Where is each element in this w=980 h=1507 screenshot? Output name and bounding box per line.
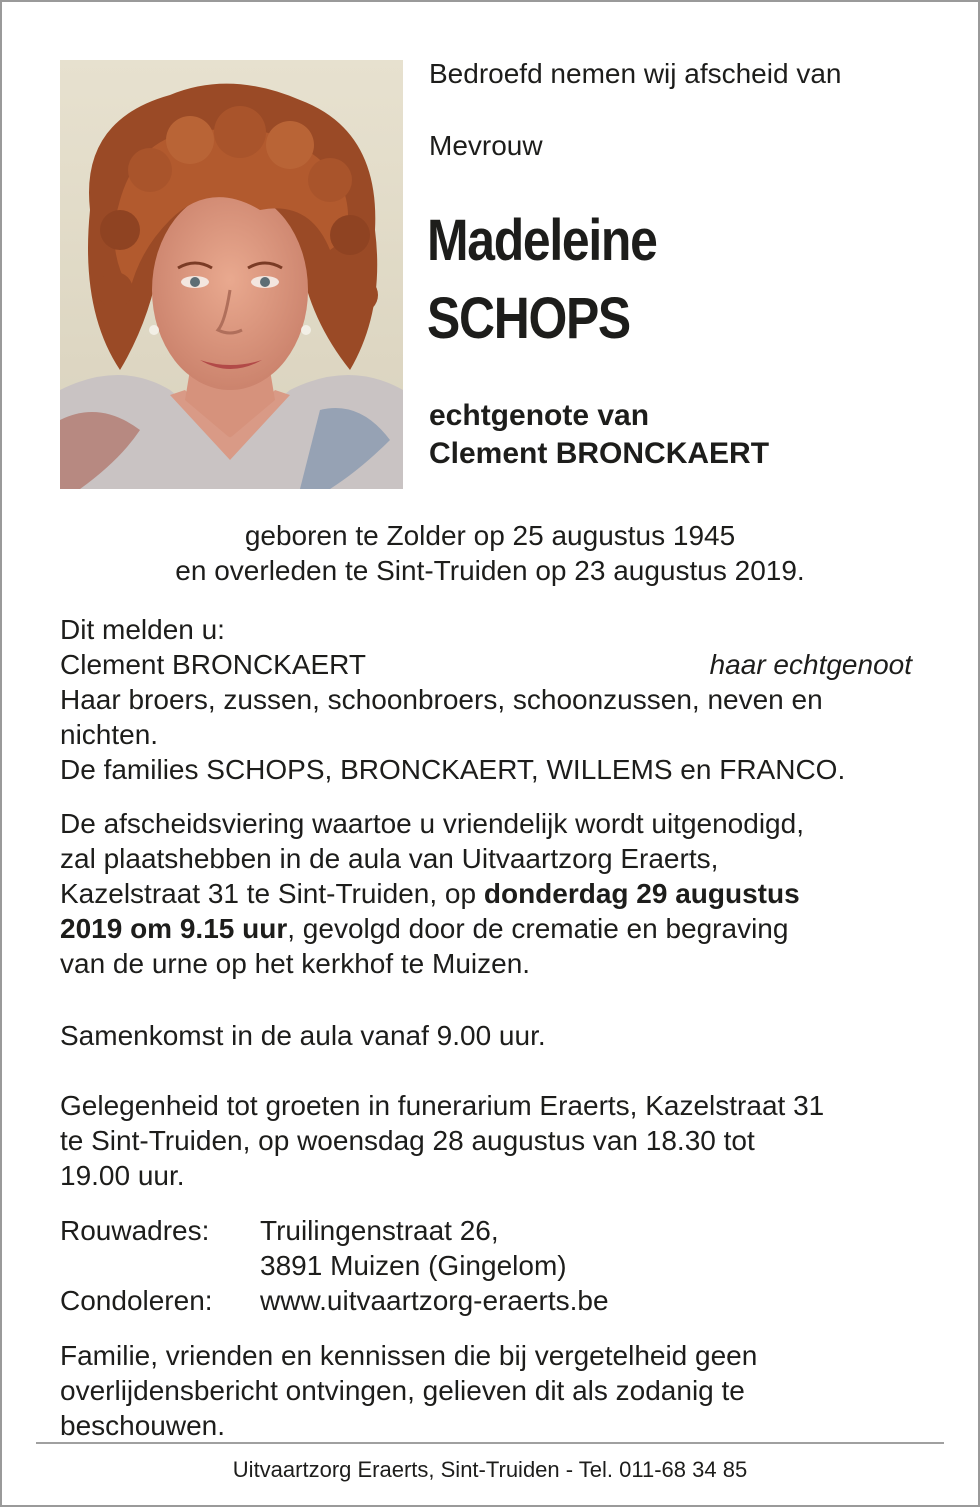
relative-row: [60, 647, 912, 682]
honorific: Mevrouw: [429, 130, 543, 161]
visitation-line-3: 19.00 uur.: [60, 1160, 185, 1191]
visitation-block: [60, 1088, 940, 1193]
closing-block: [60, 1338, 940, 1443]
condolence-url: www.uitvaartzorg-eraerts.be: [260, 1285, 609, 1316]
closing-line-2: overlijdensbericht ontvingen, gelieven dit als zodanig te: [60, 1375, 745, 1406]
visitation-line-1: Gelegenheid tot groeten in funerarium Eraerts, Kazelstraat 31: [60, 1090, 825, 1121]
portrait-photo: [60, 60, 403, 489]
death-line: en overleden te Sint-Truiden op 23 augustus 2019.: [175, 555, 805, 586]
ceremony-line-5: van de urne op het kerkhof te Muizen.: [60, 948, 531, 979]
first-name: Madeleine: [427, 208, 657, 273]
footer-divider: [36, 1442, 944, 1444]
address-line-2: 3891 Muizen (Gingelom): [260, 1250, 567, 1281]
footer-text: Uitvaartzorg Eraerts, Sint-Truiden - Tel. 011-68 34 85: [232, 1457, 748, 1482]
ceremony-line-2: zal plaatshebben in de aula van Uitvaartzorg Eraerts,: [60, 843, 719, 874]
ceremony-time: 2019 om 9.15 uur: [60, 913, 288, 944]
address-line-1: Truilingenstraat 26,: [260, 1215, 499, 1246]
closing-line-1: Familie, vrienden en kennissen die bij vergetelheid geen: [60, 1340, 758, 1371]
deceased-name: [427, 202, 657, 358]
spouse-name: Clement BRONCKAERT: [429, 437, 770, 470]
ceremony-line-3: [60, 876, 940, 911]
announcement-block: [60, 612, 940, 787]
birth-line: geboren te Zolder op 25 augustus 1945: [244, 520, 736, 551]
spouse-relation: echtgenote van: [429, 399, 650, 432]
intro-text: Bedroefd nemen wij afscheid van: [429, 58, 842, 89]
ceremony-followup: , gevolgd door de crematie en begraving: [287, 913, 789, 944]
life-dates: [2, 518, 978, 588]
relatives-line: Haar broers, zussen, schoonbroers, schoonzussen, neven en: [60, 684, 823, 715]
ceremony-location: Kazelstraat 31 te Sint-Truiden, op: [60, 878, 484, 909]
ceremony-line-4: [60, 911, 940, 946]
ceremony-date: donderdag 29 augustus: [483, 878, 800, 909]
announcement-intro: Dit melden u:: [60, 614, 225, 645]
spouse-block: [429, 397, 769, 473]
relative-name: Clement BRONCKAERT: [60, 649, 367, 680]
families-line: De families SCHOPS, BRONCKAERT, WILLEMS en FRANCO.: [60, 754, 846, 785]
address-label: Rouwadres:: [60, 1215, 210, 1246]
contact-block: [60, 1213, 940, 1318]
ceremony-line-1: De afscheidsviering waartoe u vriendelijk wordt uitgenodigd,: [60, 808, 804, 839]
portrait-illustration: [60, 60, 403, 489]
relative-role: haar echtgenoot: [709, 649, 912, 680]
closing-line-3: beschouwen.: [60, 1410, 226, 1441]
relatives-line-cont: nichten.: [60, 719, 159, 750]
visitation-line-2: te Sint-Truiden, op woensdag 28 augustus van 18.30 tot: [60, 1125, 755, 1156]
ceremony-block: [60, 806, 940, 981]
last-name: SCHOPS: [427, 286, 630, 351]
gathering-text: Samenkomst in de aula vanaf 9.00 uur.: [60, 1020, 546, 1051]
condolence-label: Condoleren:: [60, 1285, 213, 1316]
